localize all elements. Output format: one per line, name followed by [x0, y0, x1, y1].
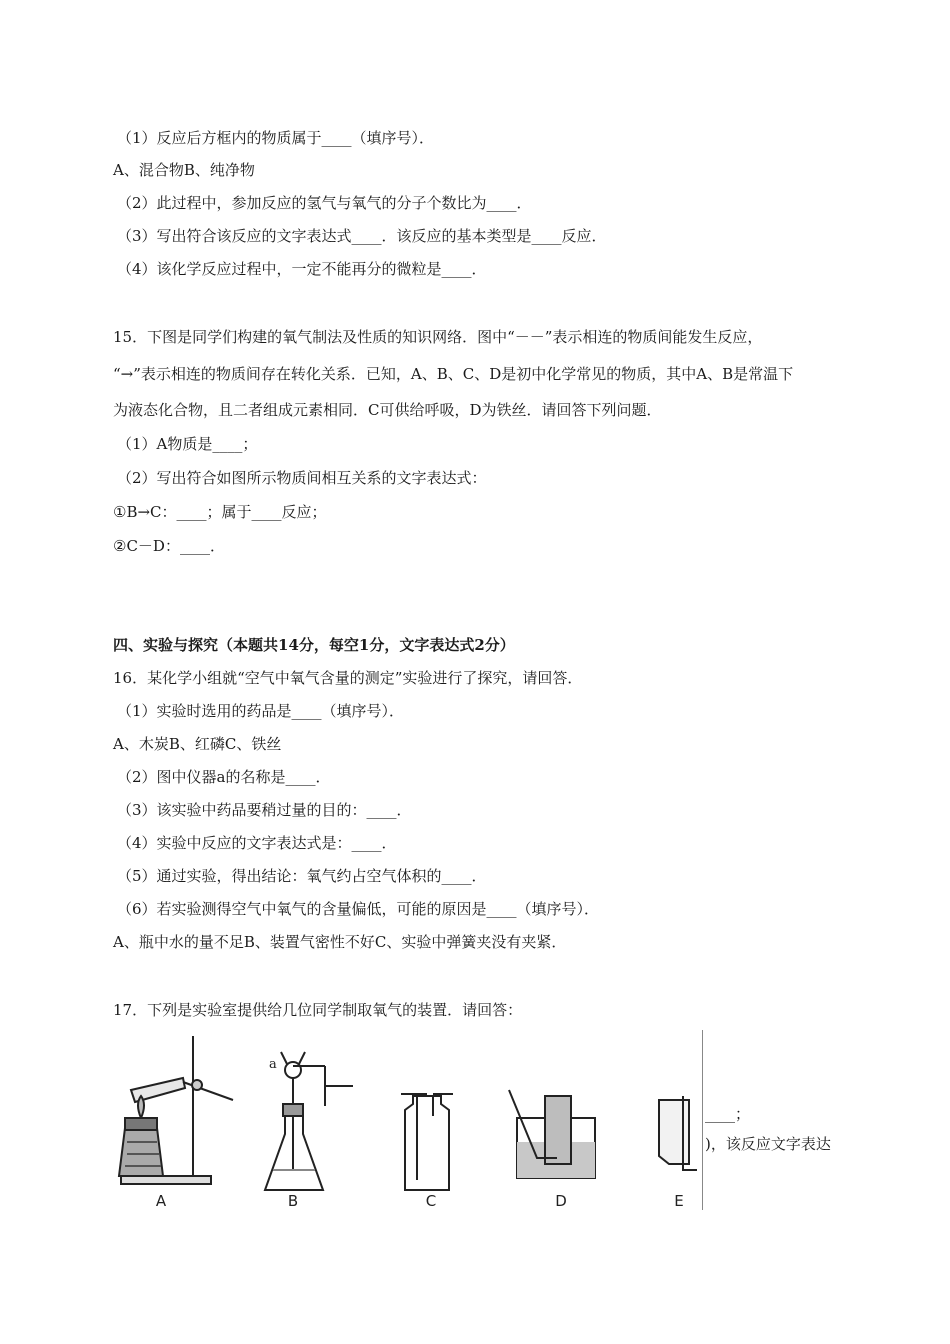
apparatus-e-drawing: [659, 1096, 697, 1170]
q15-part2: （2）写出符合如图所示物质间相互关系的文字表达式：: [117, 469, 487, 487]
figure-label-e: E: [674, 1192, 684, 1210]
instrument-a-label: a: [269, 1057, 277, 1072]
q14-part1-options: A、混合物B、纯净物: [113, 161, 255, 179]
q16-part3: （3）该实验中药品要稍过量的目的：____．: [117, 801, 412, 819]
q15-stem-line2: “→”表示相连的物质间存在转化关系．已知，A、B、C、D是初中化学常见的物质，其中A、B是常温下: [113, 365, 794, 383]
q16-part6-options: A、瓶中水的量不足B、装置气密性不好C、实验中弹簧夹没有夹紧．: [113, 933, 567, 951]
apparatus-a-drawing: [119, 1036, 233, 1184]
q16-stem: 16．某化学小组就“空气中氧气含量的测定”实验进行了探究，请回答．: [113, 669, 583, 687]
q16-part4: （4）实验中反应的文字表达式是：____．: [117, 834, 397, 852]
figure-label-c: C: [425, 1192, 437, 1210]
apparatus-figure: [113, 1030, 853, 1220]
q16-part5: （5）通过实验，得出结论：氧气约占空气体积的____．: [117, 867, 487, 885]
figure-label-a: A: [155, 1192, 167, 1210]
figure-label-b: B: [287, 1192, 299, 1210]
q17-side-fragment-2: )，该反应文字表达: [705, 1135, 831, 1153]
q15-part2b: ②C－D：____．: [113, 537, 225, 555]
q14-part4: （4）该化学反应过程中，一定不能再分的微粒是____．: [117, 260, 487, 278]
q16-part2: （2）图中仪器a的名称是____．: [117, 768, 331, 786]
q16-part1-options: A、木炭B、红磷C、铁丝: [113, 735, 282, 753]
q16-part1: （1）实验时选用的药品是____（填序号）．: [117, 702, 405, 720]
apparatus-c-drawing: [401, 1094, 453, 1190]
q14-part2: （2）此过程中，参加反应的氢气与氧气的分子个数比为____．: [117, 194, 532, 212]
q15-part1: （1）A物质是____；: [117, 435, 258, 453]
q14-part3: （3）写出符合该反应的文字表达式____．该反应的基本类型是____反应．: [117, 227, 607, 245]
q15-stem-line1: 15．下图是同学们构建的氧气制法及性质的知识网络．图中“－－”表示相连的物质间能发生反应，: [113, 328, 763, 346]
figure-label-d: D: [555, 1192, 567, 1210]
q16-part6: （6）若实验测得空气中氧气的含量偏低，可能的原因是____（填序号）．: [117, 900, 600, 918]
q17-side-fragment-1: ____；: [705, 1105, 751, 1123]
section4-title: 四、实验与探究（本题共14分，每空1分，文字表达式2分）: [113, 636, 515, 654]
q17-stem: 17．下列是实验室提供给几位同学制取氧气的装置．请回答：: [113, 1001, 523, 1019]
q15-stem-line3: 为液态化合物，且二者组成元素相同．C可供给呼吸，D为铁丝．请回答下列问题．: [113, 401, 662, 419]
apparatus-d-drawing: [509, 1090, 595, 1178]
apparatus-b-drawing: [265, 1052, 353, 1190]
q15-part2a: ①B→C：____；属于____反应；: [113, 503, 327, 521]
cropped-edge: [702, 1030, 703, 1210]
q14-part1: （1）反应后方框内的物质属于____（填序号）．: [117, 129, 435, 147]
